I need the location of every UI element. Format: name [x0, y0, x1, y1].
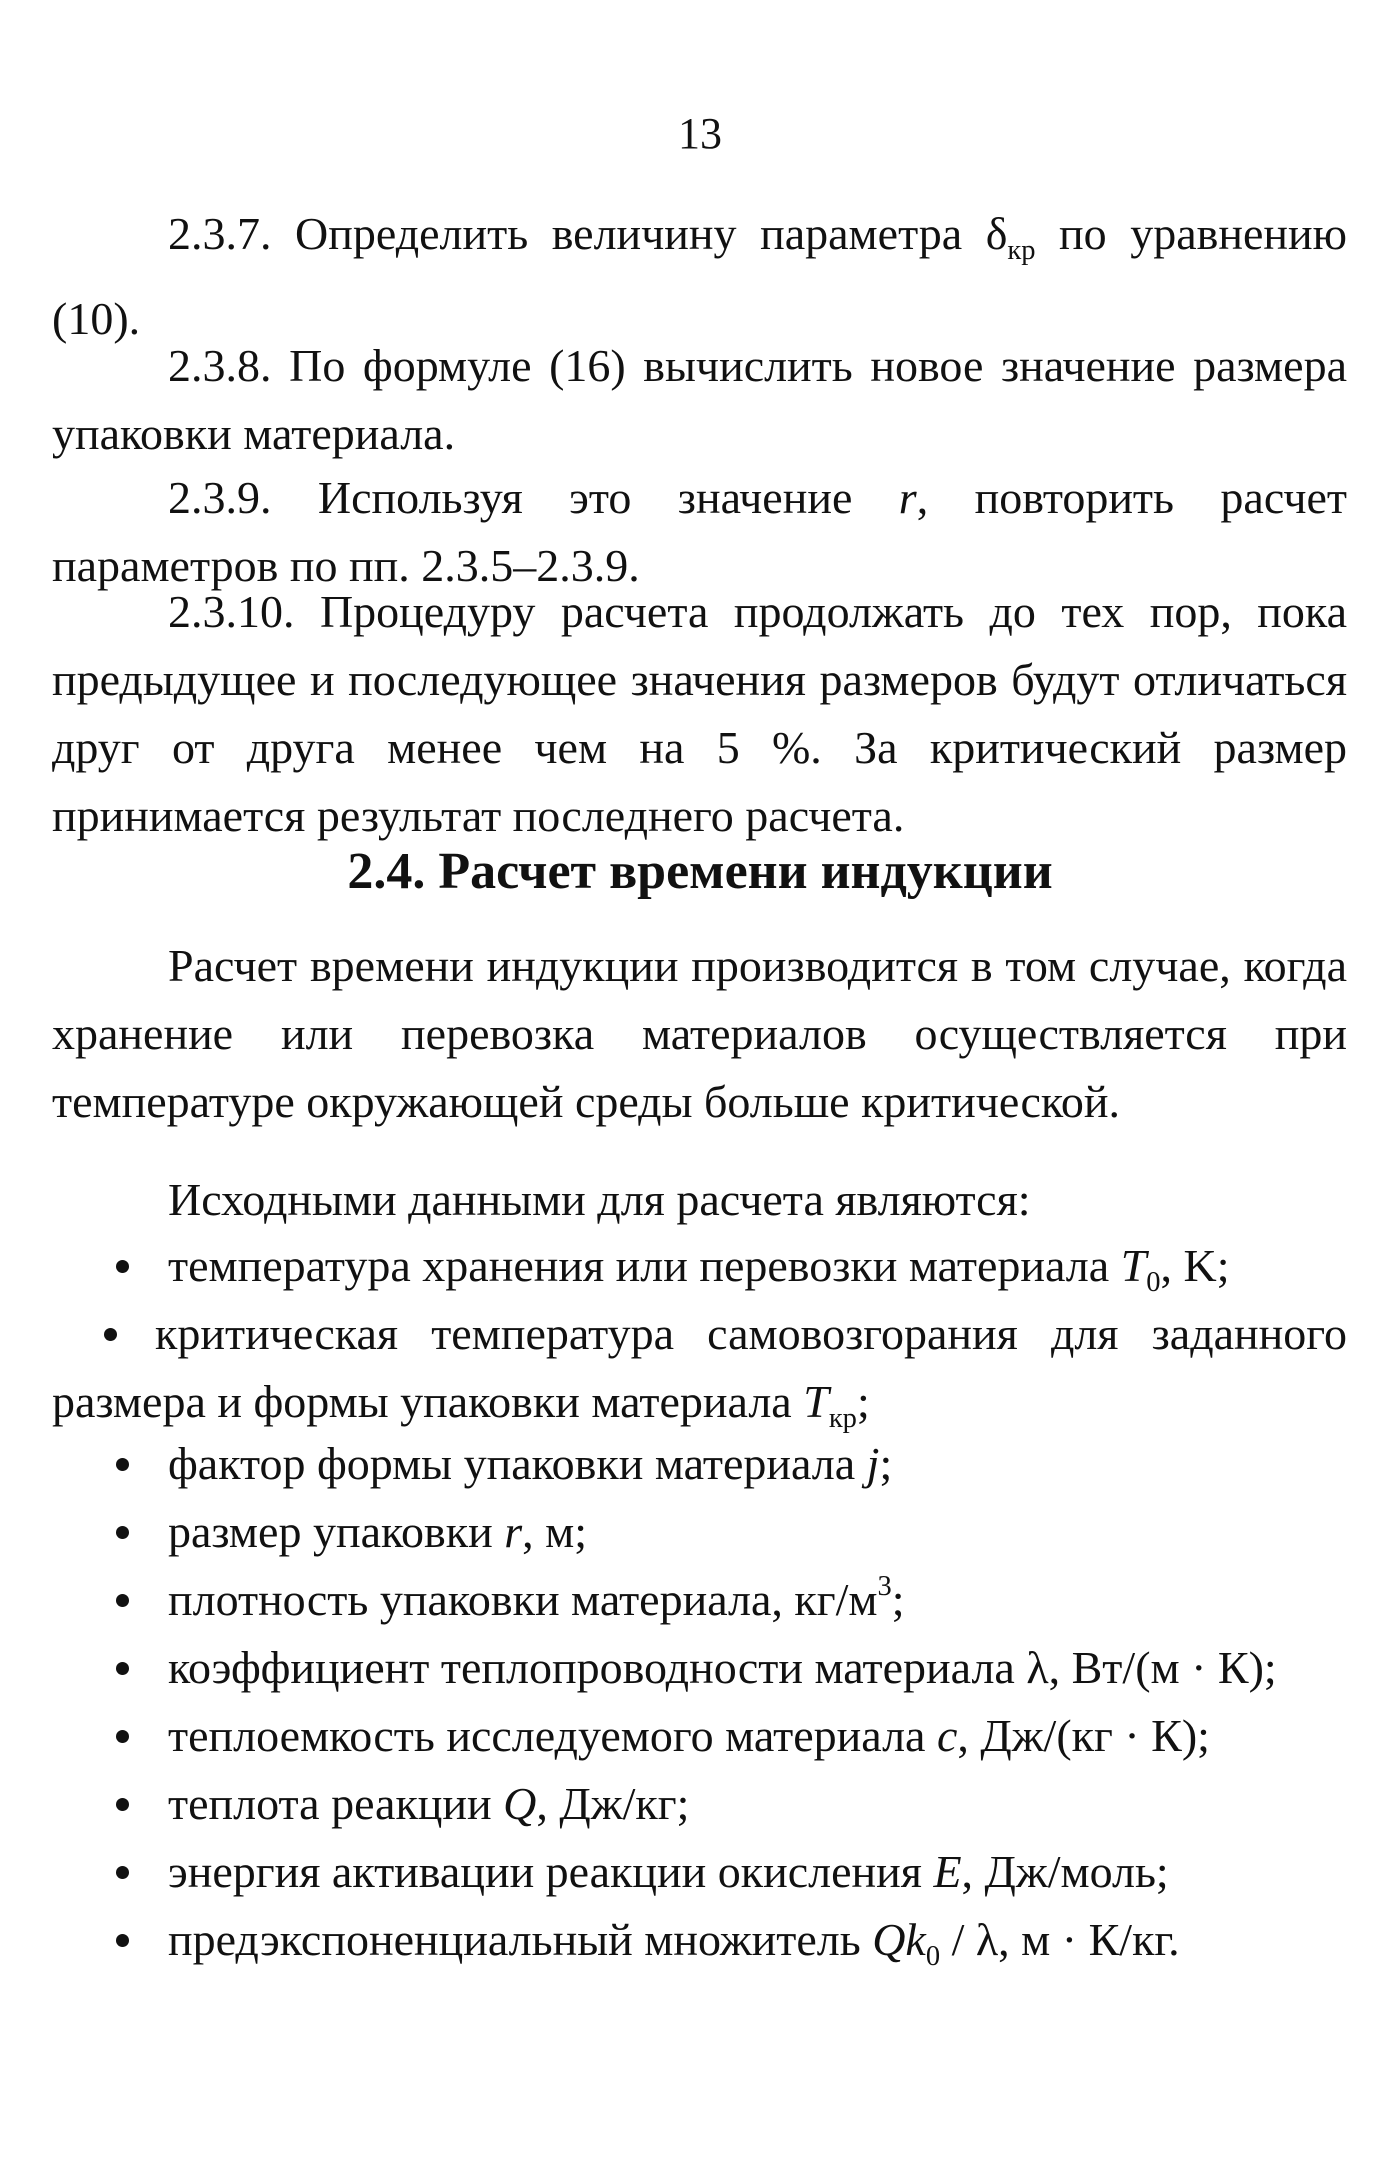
- text: энергия активации реакции окисления: [168, 1846, 934, 1897]
- variable: r: [898, 472, 917, 523]
- subscript: кр: [828, 1402, 857, 1434]
- text: ;: [879, 1438, 893, 1489]
- text: 2.3.9. Используя это значение: [168, 472, 899, 523]
- paragraph-2-3-8: 2.3.8. По формуле (16) вычислить новое значение размера упаковки материала.: [52, 340, 1347, 459]
- list-item: [52, 1566, 1347, 1634]
- paragraph-2-3-7: [52, 200, 1347, 353]
- text: ;: [891, 1574, 905, 1625]
- text: по уравнению (10).: [52, 208, 1347, 344]
- text: , K;: [1160, 1240, 1230, 1291]
- text: размер упаковки: [168, 1506, 505, 1557]
- list-item: [52, 1838, 1347, 1906]
- variable: T: [1120, 1240, 1147, 1291]
- bullet-icon: [104, 1328, 117, 1341]
- intro-paragraph: Расчет времени индукции производится в том случае, когда хранение или перевозка материалов осуществляется при температуре окружающей среды больше критической.: [52, 940, 1347, 1127]
- text: , повторить расчет параметров по пп. 2.3.5–2.3.9.: [52, 472, 1347, 591]
- bullet-icon: [116, 1730, 129, 1743]
- list-item: [52, 1906, 1347, 1991]
- paragraph-2-3-10: 2.3.10. Процедуру расчета продолжать до тех пор, пока предыдущее и последующее значения размеров будут отличаться друг от друга менее чем на 5 %. За критический размер принимается результат последнего расчета.: [52, 586, 1347, 841]
- bullet-icon: [116, 1798, 129, 1811]
- bullet-icon: [116, 1526, 129, 1539]
- text: предэкспоненциальный множитель: [168, 1914, 873, 1965]
- bullet-icon: [116, 1594, 129, 1607]
- bullet-icon: [116, 1260, 129, 1273]
- text: ;: [856, 1376, 870, 1427]
- text: / λ, м · К/кг.: [940, 1914, 1180, 1965]
- list-item: [52, 1430, 1347, 1498]
- list-item: [52, 1702, 1347, 1770]
- superscript: 3: [877, 1571, 892, 1603]
- page-number: 13: [678, 109, 722, 158]
- variable: E: [933, 1846, 962, 1897]
- text: критическая температура самовозгорания для заданного размера и формы упаковки материала: [52, 1308, 1347, 1427]
- text: , Дж/кг;: [536, 1778, 690, 1829]
- variable: c: [936, 1710, 958, 1761]
- text: плотность упаковки материала, кг/м: [168, 1574, 878, 1625]
- text: фактор формы упаковки материала: [168, 1438, 867, 1489]
- text: 2.3.7. Определить величину параметра δ: [168, 208, 1008, 259]
- list-item: [52, 1770, 1347, 1838]
- list-item: [52, 1498, 1347, 1566]
- bullet-icon: [116, 1458, 129, 1471]
- variable: j: [866, 1438, 880, 1489]
- text: коэффициент теплопроводности материала λ, Вт/(м · К);: [168, 1642, 1277, 1693]
- subscript: кр: [1007, 234, 1036, 266]
- lead-paragraph: Исходными данными для расчета являются:: [168, 1174, 1031, 1225]
- text: температура хранения или перевозки материала: [168, 1240, 1121, 1291]
- variable: Qk: [872, 1914, 926, 1965]
- subscript: 0: [1146, 1266, 1161, 1298]
- variable: Q: [503, 1778, 537, 1829]
- subscript: 0: [925, 1940, 941, 1972]
- text: , м;: [522, 1506, 587, 1557]
- bullet-icon: [116, 1934, 129, 1947]
- text: теплота реакции: [168, 1778, 504, 1829]
- list-item: [52, 1634, 1347, 1702]
- bullet-icon: [116, 1662, 129, 1675]
- text: , Дж/моль;: [961, 1846, 1169, 1897]
- bullet-icon: [116, 1866, 129, 1879]
- variable: T: [803, 1376, 829, 1427]
- variable: r: [504, 1506, 523, 1557]
- text: , Дж/(кг · К);: [957, 1710, 1210, 1761]
- section-heading: 2.4. Расчет времени индукции: [347, 843, 1053, 900]
- text: теплоемкость исследуемого материала: [168, 1710, 937, 1761]
